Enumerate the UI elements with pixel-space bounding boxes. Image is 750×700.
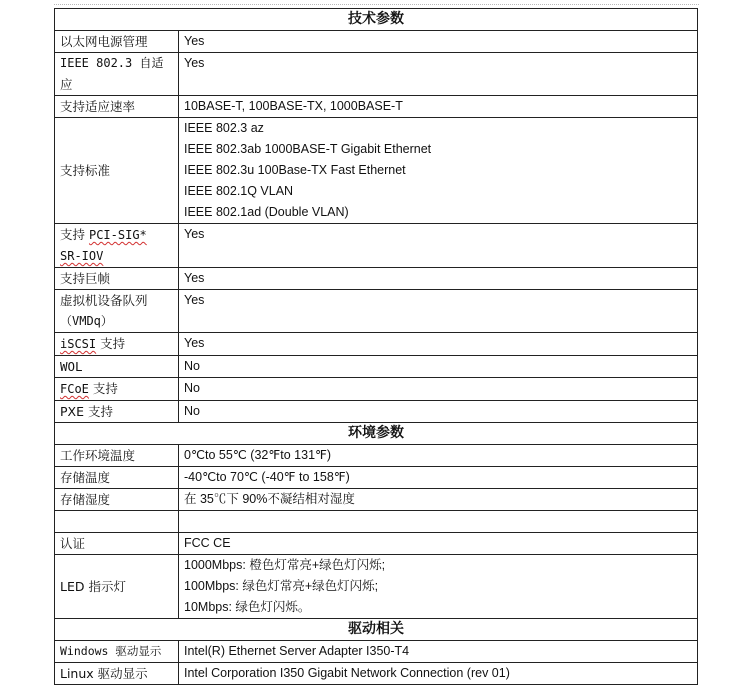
- row-value-list: [179, 555, 698, 619]
- table-row: [55, 401, 698, 423]
- table-row: [55, 53, 698, 96]
- table-row: [55, 356, 698, 378]
- row-label: [55, 333, 179, 356]
- label-text: PCI-SIG*: [88, 228, 147, 242]
- row-value: FCC CE: [179, 533, 698, 555]
- label-line: （VMDq）: [60, 314, 113, 328]
- table-row: [55, 641, 698, 663]
- table-row: [55, 290, 698, 333]
- row-label: Linux 驱动显示: [55, 663, 179, 685]
- table-row: [55, 445, 698, 467]
- row-value: 10BASE-T, 100BASE-TX, 1000BASE-T: [179, 96, 698, 118]
- row-label: PXE 支持: [55, 401, 179, 423]
- row-label: 工作环境温度: [55, 445, 179, 467]
- row-value: No: [179, 356, 698, 378]
- standard-item: IEEE 802.1ad (Double VLAN): [184, 205, 349, 219]
- section-header-row: [55, 423, 698, 445]
- row-value: No: [179, 401, 698, 423]
- label-text: 支持: [60, 227, 89, 242]
- empty-cell: [179, 511, 698, 533]
- row-label: 存储温度: [55, 467, 179, 489]
- standard-item: IEEE 802.3ab 1000BASE-T Gigabit Ethernet: [184, 142, 432, 156]
- led-line: 100Mbps: 绿色灯常亮+绿色灯闪烁;: [184, 579, 379, 593]
- row-value: Yes: [179, 31, 698, 53]
- row-value: -40℃to 70℃ (-40℉ to 158℉): [179, 467, 698, 489]
- standard-item: IEEE 802.1Q VLAN: [184, 184, 294, 198]
- standard-item: IEEE 802.3 az: [184, 121, 264, 135]
- label-line: 应: [60, 77, 73, 92]
- row-value-list: [179, 118, 698, 224]
- table-row: [55, 31, 698, 53]
- row-value: Yes: [179, 333, 698, 356]
- row-value: Yes: [179, 268, 698, 290]
- row-value: No: [179, 378, 698, 401]
- table-row: [55, 467, 698, 489]
- empty-row: [55, 511, 698, 533]
- label-line: IEEE 802.3 自适: [60, 56, 164, 70]
- label-text: 支持: [88, 381, 118, 396]
- row-label: 存储湿度: [55, 489, 179, 511]
- row-label: LED 指示灯: [55, 555, 179, 619]
- label-line: 虚拟机设备队列: [60, 293, 148, 308]
- led-line: 1000Mbps: 橙色灯常亮+绿色灯闪烁;: [184, 558, 386, 572]
- row-value: Yes: [179, 53, 698, 96]
- label-text: FCoE: [60, 382, 89, 396]
- table-row: [55, 489, 698, 511]
- table-row: [55, 663, 698, 685]
- row-label: [55, 378, 179, 401]
- table-row: [55, 533, 698, 555]
- page-top-border: [54, 4, 699, 6]
- row-label: 以太网电源管理: [55, 31, 179, 53]
- table-row: [55, 268, 698, 290]
- label-line: SR-IOV: [60, 249, 104, 263]
- empty-cell: [55, 511, 179, 533]
- row-label: Windows 驱动显示: [55, 641, 179, 663]
- standard-item: IEEE 802.3u 100Base-TX Fast Ethernet: [184, 163, 406, 177]
- row-label: [55, 53, 179, 96]
- row-label: 支持巨帧: [55, 268, 179, 290]
- row-value: Intel Corporation I350 Gigabit Network Connection (rev 01): [179, 663, 698, 685]
- section-title-driver: 驱动相关: [55, 619, 698, 641]
- row-value: Yes: [179, 290, 698, 333]
- section-title-tech: 技术参数: [55, 9, 698, 31]
- section-header-row: [55, 9, 698, 31]
- row-value: Yes: [179, 224, 698, 268]
- label-text: iSCSI: [60, 337, 97, 351]
- section-header-row: [55, 619, 698, 641]
- row-label: [55, 290, 179, 333]
- spec-table: [54, 8, 698, 685]
- row-label: WOL: [55, 356, 179, 378]
- table-row: [55, 333, 698, 356]
- led-line: 10Mbps: 绿色灯闪烁。: [184, 600, 311, 614]
- row-label: [55, 224, 179, 268]
- row-label: 认证: [55, 533, 179, 555]
- table-row: [55, 555, 698, 619]
- label-text: 支持: [96, 336, 126, 351]
- row-label: 支持适应速率: [55, 96, 179, 118]
- row-value: 0℃to 55℃ (32℉to 131℉): [179, 445, 698, 467]
- row-value: 在 35℃下 90%不凝结相对湿度: [179, 489, 698, 511]
- table-row: [55, 224, 698, 268]
- row-label: 支持标准: [55, 118, 179, 224]
- table-row: [55, 96, 698, 118]
- row-value: Intel(R) Ethernet Server Adapter I350-T4: [179, 641, 698, 663]
- section-title-env: 环境参数: [55, 423, 698, 445]
- table-row: [55, 378, 698, 401]
- table-row: [55, 118, 698, 224]
